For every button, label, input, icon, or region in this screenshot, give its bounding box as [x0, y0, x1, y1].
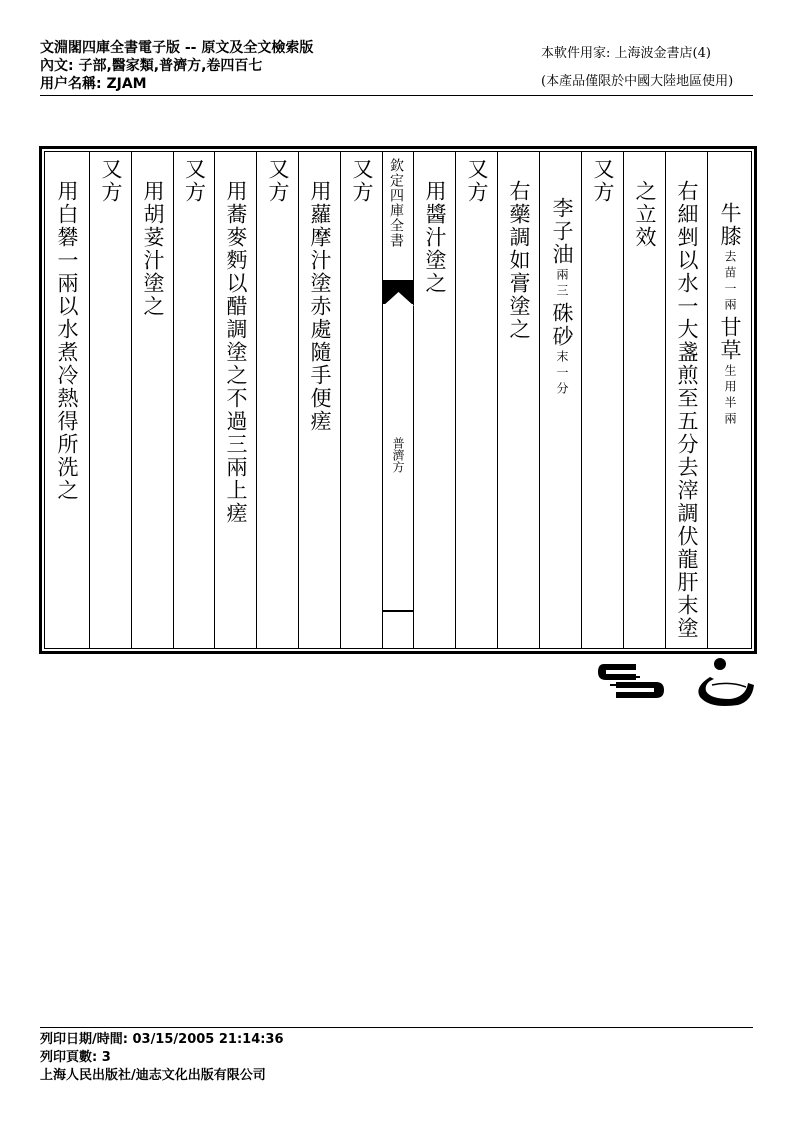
column-text	[508, 180, 530, 341]
text-column	[623, 152, 666, 648]
main-text: 之立效	[633, 180, 657, 249]
note-text: 一兩	[723, 282, 737, 314]
header-username: 用户名稱: ZJAM	[40, 76, 147, 92]
page-columns	[44, 151, 752, 649]
column-text	[424, 180, 446, 295]
interlinear-note	[550, 350, 568, 398]
publisher-logo-brush-icon	[690, 655, 760, 711]
interlinear-note	[718, 250, 736, 314]
text-column	[298, 152, 341, 648]
text-column	[256, 152, 299, 648]
text-column	[665, 152, 708, 648]
note-text: 去苗	[723, 250, 737, 282]
note-text: 生用	[723, 364, 737, 396]
column-text	[225, 180, 247, 525]
note-text: 一分	[555, 366, 569, 398]
column-text	[184, 158, 206, 204]
main-text: 甘草	[718, 316, 742, 362]
column-text	[142, 180, 164, 318]
text-column	[131, 152, 174, 648]
header-breadcrumb: 內文: 子部,醫家類,普濟方,卷四百七	[40, 58, 263, 74]
header-region-note: (本產品僅限於中國大陸地區使用)	[541, 74, 734, 89]
column-text	[592, 158, 614, 204]
column-text	[466, 158, 488, 204]
main-text: 又方	[591, 158, 615, 204]
header-title: 文淵閣四庫全書電子版 -- 原文及全文檢索版	[40, 40, 314, 56]
note-text: 末	[555, 350, 569, 366]
main-text: 又方	[350, 158, 374, 204]
center-spine-column	[382, 152, 414, 648]
header-licensee: 本軟件用家: 上海波金書店(4)	[541, 46, 711, 61]
interlinear-note	[718, 364, 736, 428]
publisher-logo-books-icon	[596, 662, 666, 702]
main-text: 又方	[465, 158, 489, 204]
column-text	[351, 158, 373, 204]
text-column	[413, 152, 456, 648]
spine-book-title: 普濟方	[391, 437, 405, 473]
note-text: 半兩	[723, 396, 737, 428]
column-text	[267, 158, 289, 204]
main-text: 又方	[182, 158, 207, 204]
column-text	[676, 180, 698, 640]
text-column	[45, 152, 89, 648]
note-text: 兩	[555, 268, 569, 284]
spine-divider	[383, 610, 414, 612]
text-column	[539, 152, 582, 648]
column-text	[100, 158, 122, 204]
text-column	[214, 152, 257, 648]
page-frame	[39, 146, 757, 654]
header-divider	[40, 95, 753, 96]
column-text	[56, 180, 78, 502]
column-text	[550, 197, 573, 400]
text-column	[340, 152, 383, 648]
text-column	[707, 152, 750, 648]
main-text: 右細剉以水一大盞煎至五分去滓調伏龍肝末塗	[675, 180, 699, 640]
main-text: 又方	[99, 158, 123, 204]
column-text	[718, 202, 741, 430]
text-column	[455, 152, 498, 648]
main-text: 用蕎麥麪以醋調塗之不過三兩上瘥	[224, 180, 248, 525]
footer-divider	[40, 1027, 753, 1028]
main-text: 用醬汁塗之	[423, 180, 447, 295]
main-text: 牛膝	[718, 202, 742, 248]
main-text: 又方	[266, 158, 290, 204]
note-text: 三	[555, 284, 569, 300]
column-text	[309, 180, 331, 433]
main-text: 右藥調如膏塗之	[507, 180, 531, 341]
main-text: 用胡荽汁塗之	[141, 180, 165, 318]
text-column	[173, 152, 215, 648]
column-text	[634, 180, 656, 249]
main-text: 用白礬一兩以水煮冷熱得所洗之	[55, 180, 79, 502]
spine-title: 欽定四庫全書	[388, 158, 404, 248]
main-text: 用蘿摩汁塗赤處隨手便瘥	[308, 180, 332, 433]
print-pages: 列印頁數: 3	[40, 1050, 111, 1065]
main-text: 硃砂	[550, 302, 574, 348]
text-column	[497, 152, 540, 648]
main-text: 李子油	[550, 197, 574, 266]
interlinear-note	[550, 268, 568, 300]
publisher-name: 上海人民出版社/迪志文化出版有限公司	[40, 1068, 266, 1083]
text-column	[89, 152, 132, 648]
text-column	[581, 152, 624, 648]
print-datetime: 列印日期/時間: 03/15/2005 21:14:36	[40, 1032, 284, 1047]
